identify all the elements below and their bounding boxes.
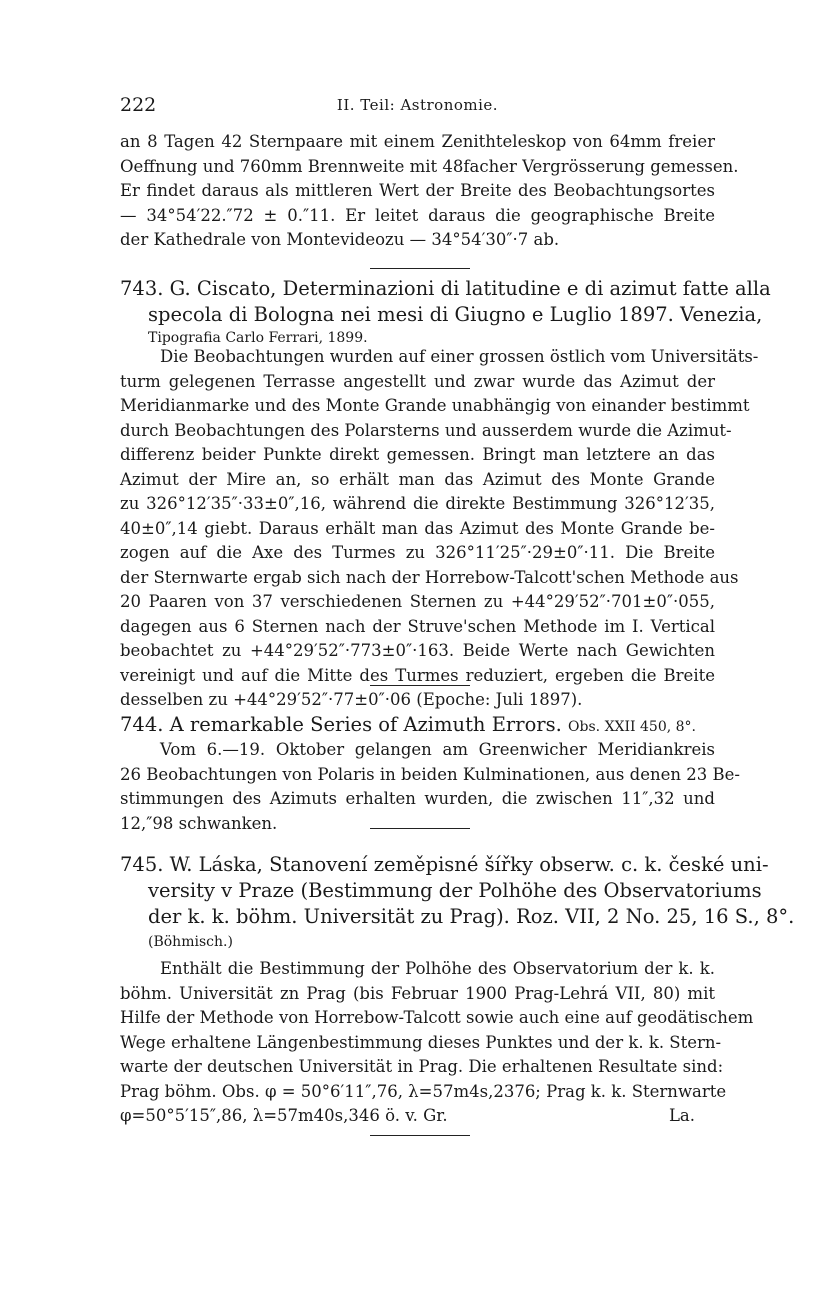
page-number: 222: [120, 94, 157, 116]
text-line: dagegen aus 6 Sternen nach der Struve'schen Methode im I. Vertical: [120, 616, 715, 636]
text-line: der Kathedrale von Montevideozu — 34°54′30″·7 ab.: [120, 230, 560, 249]
text-line: vereinigt und auf die Mitte des Turmes reduziert, ergeben die Breite: [120, 665, 715, 685]
title-line: specola di Bologna nei mesi di Giugno e Luglio 1897. Venezia,: [148, 303, 763, 326]
text-line: — 34°54′22.″72 ± 0.″11. Er leitet daraus die geographische Breite: [120, 205, 715, 225]
text-line: durch Beobachtungen des Polarsterns und ausserdem wurde die Azimut-: [120, 420, 732, 440]
title-line: der k. k. böhm. Universität zu Prag). Roz. VII, 2 No. 25, 16 S., 8°.: [148, 905, 795, 928]
entry-745-title: [120, 852, 795, 930]
text-line: Azimut der Mire an, so erhält man das Azimut des Monte Grande: [120, 469, 715, 489]
running-head: II. Teil: Astronomie.: [336, 96, 499, 114]
text-line: 26 Beobachtungen von Polaris in beiden Kulminationen, aus denen 23 Be-: [120, 764, 740, 784]
text-line: 12,″98 schwanken.: [120, 813, 278, 833]
text-line: 40±0″,14 giebt. Daraus erhält man das Azimut des Monte Grande be-: [120, 518, 715, 538]
text-line: beobachtet zu +44°29′52″·773±0″·163. Beide Werte nach Gewichten: [120, 641, 715, 660]
text-line: der Sternwarte ergab sich nach der Horrebow-Talcott'schen Methode aus: [120, 567, 739, 587]
text-line: Meridianmarke und des Monte Grande unabhängig von einander bestimmt: [120, 396, 750, 415]
text-line: 20 Paaren von 37 verschiedenen Sternen zu +44°29′52″·701±0″·055,: [120, 592, 715, 611]
title-source: Obs. XXII 450, 8°.: [568, 719, 696, 735]
text-line-content: φ=50°5′15″,86, λ=57m40s,346 ö. v. Gr.: [120, 1106, 448, 1125]
text-line: Er findet daraus als mittleren Wert der Breite des Beobachtungsortes: [120, 181, 715, 200]
text-line: turm gelegenen Terrasse angestellt und zwar wurde das Azimut der: [120, 371, 715, 391]
text-line: warte der deutschen Universität in Prag. Die erhaltenen Resultate sind:: [120, 1057, 724, 1076]
title-line: 743. G. Ciscato, Determinazioni di latitudine e di azimut fatte alla: [120, 277, 771, 300]
intro-paragraph: [120, 130, 739, 253]
title-line: [120, 712, 715, 740]
entry-745-source: [120, 930, 715, 955]
separator-rule: [370, 268, 470, 269]
text-line: an 8 Tagen 42 Sternpaare mit einem Zenithteleskop von 64mm freier: [120, 132, 715, 151]
source-line: (Böhmisch.): [148, 934, 233, 950]
text-line: Wege erhaltene Längenbestimmung dieses Punktes und der k. k. Stern-: [120, 1032, 722, 1052]
text-line: Hilfe der Methode von Horrebow-Talcott sowie auch eine auf geodätischem: [120, 1008, 754, 1027]
separator-rule: [370, 1135, 470, 1136]
source-line: Tipografia Carlo Ferrari, 1899.: [148, 330, 368, 346]
title-line: 745. W. Láska, Stanovení zeměpisné šířky obserw. c. k. české uni-: [120, 853, 769, 876]
entry-743-body: [120, 345, 759, 713]
entry-745-body: [120, 957, 754, 1129]
entry-744-title: [120, 712, 715, 740]
text-line: Vom 6.—19. Oktober gelangen am Greenwicher Meridiankreis: [160, 740, 715, 759]
separator-rule: [370, 685, 470, 686]
entry-743-title: [120, 276, 771, 328]
text-line: Enthält die Bestimmung der Polhöhe des Observatorium der k. k.: [160, 959, 715, 978]
text-line: desselben zu +44°29′52″·77±0″·06 (Epoche: Juli 1897).: [120, 690, 583, 709]
text-line: zu 326°12′35″·33±0″,16, während die direkte Bestimmung 326°12′35,: [120, 494, 715, 513]
title-line: versity v Praze (Bestimmung der Polhöhe des Observatoriums: [148, 879, 762, 902]
text-line: differenz beider Punkte direkt gemessen. Bringt man letztere an das: [120, 445, 715, 464]
text-line: Die Beobachtungen wurden auf einer grossen östlich vom Universitäts-: [160, 347, 759, 366]
text-line: stimmungen des Azimuts erhalten wurden, die zwischen 11″,32 und: [120, 789, 715, 808]
signature: La.: [668, 1106, 695, 1125]
text-line: Prag böhm. Obs. φ = 50°6′11″,76, λ=57m4s,2376; Prag k. k. Sternwarte: [120, 1081, 727, 1101]
separator-rule: [370, 828, 470, 829]
text-line: Oeffnung und 760mm Brennweite mit 48facher Vergrösserung gemessen.: [120, 156, 739, 176]
page-header: [120, 94, 715, 118]
title-text: 744. A remarkable Series of Azimuth Errors.: [120, 713, 562, 736]
entry-744-body: [120, 738, 740, 836]
text-line: zogen auf die Axe des Turmes zu 326°11′25″·29±0″·11. Die Breite: [120, 543, 715, 562]
text-line: [120, 1104, 715, 1129]
text-line: böhm. Universität zn Prag (bis Februar 1900 Prag-Lehrá VII, 80) mit: [120, 983, 715, 1003]
